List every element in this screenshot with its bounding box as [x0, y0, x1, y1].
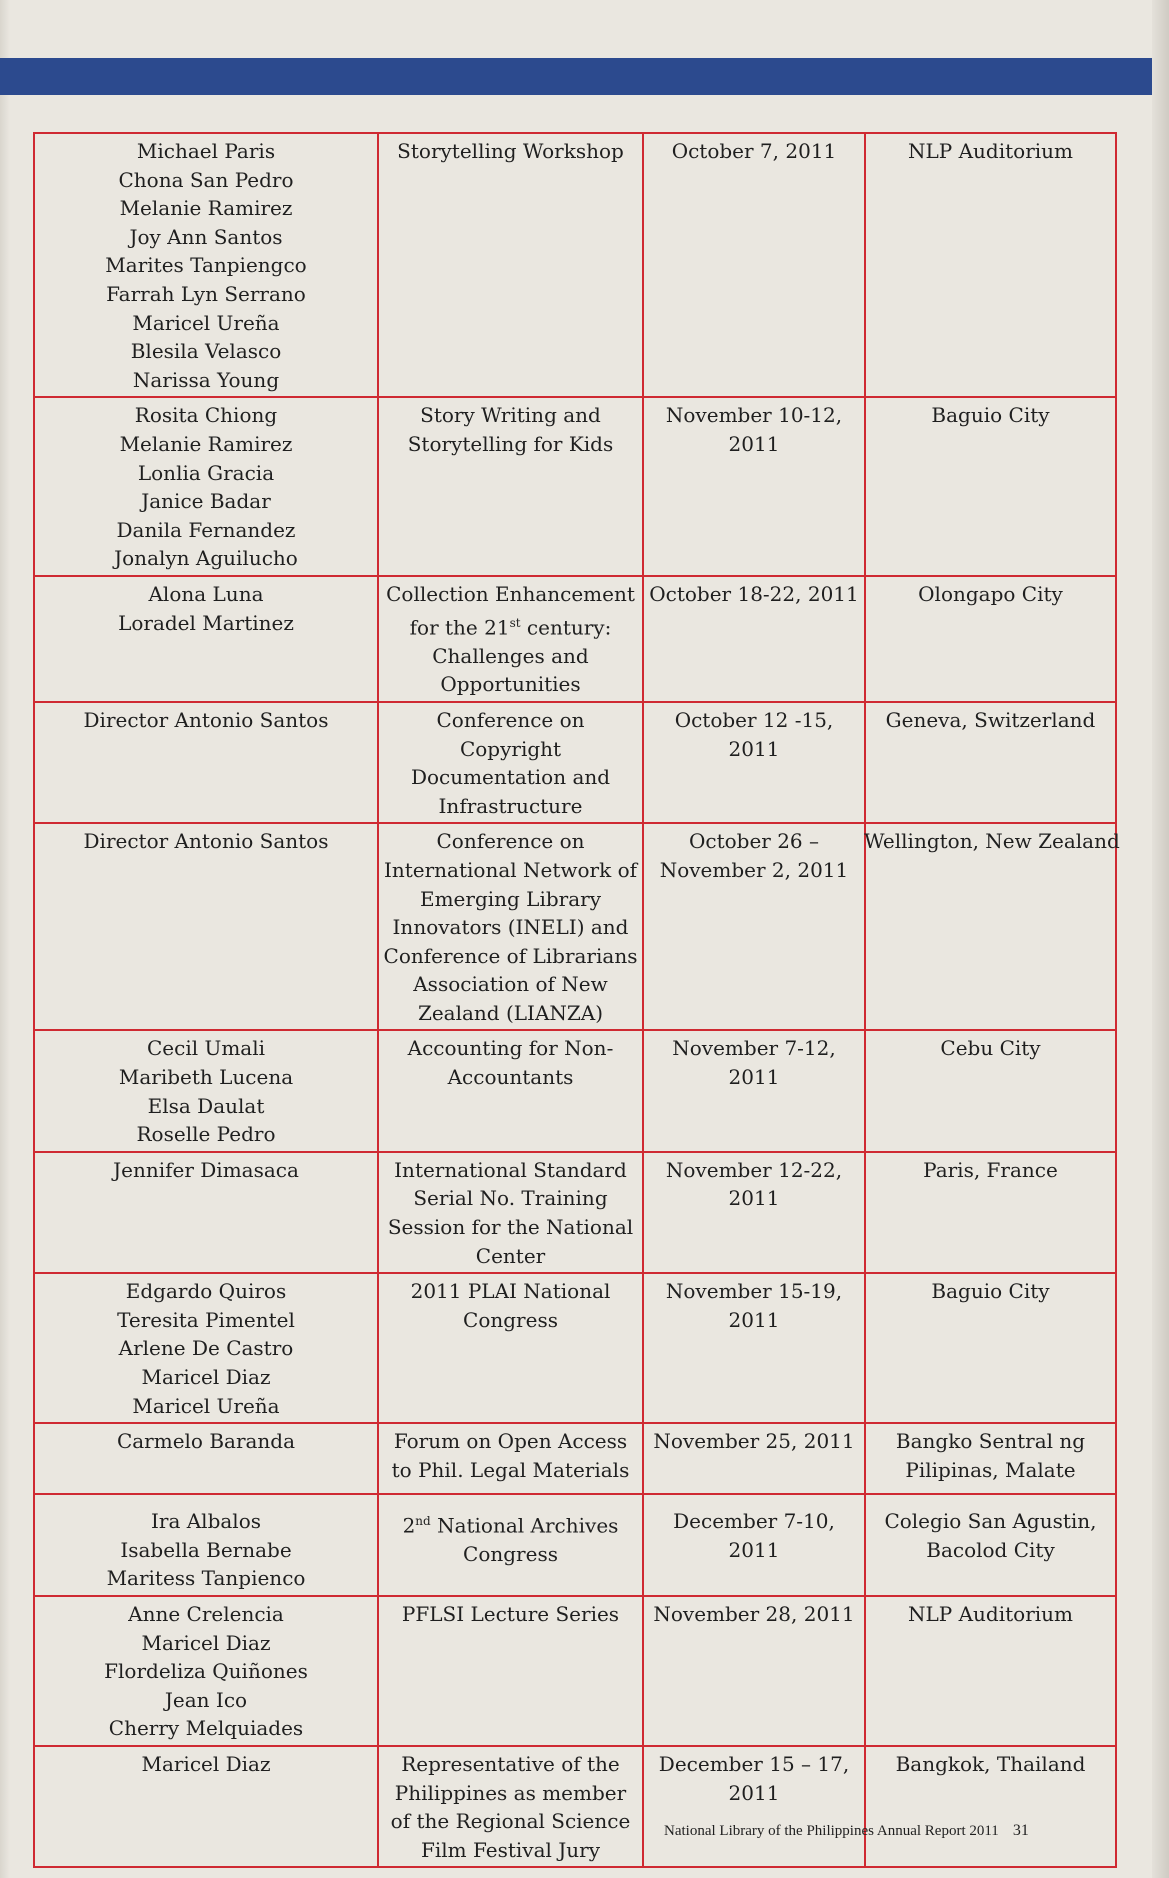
participant-name: Jennifer Dimasaca [113, 1157, 299, 1182]
venue-cell [865, 1030, 1116, 1151]
event-cell [378, 1273, 643, 1423]
event-date: December 7-10, 2011 [673, 1509, 835, 1562]
event-venue: Bangkok, Thailand [895, 1751, 1086, 1776]
event-date: October 12 -15, 2011 [674, 707, 834, 761]
participants-cell [34, 1152, 378, 1273]
event-cell [378, 1596, 643, 1746]
event-venue: Colegio San Agustin, Bacolod City [884, 1509, 1097, 1562]
event-date: October 26 – November 2, 2011 [659, 829, 849, 882]
event-venue: Wellington, New Zealand [864, 829, 1120, 854]
participant-name: Cherry Melquiades [108, 1716, 304, 1741]
date-cell [643, 702, 865, 823]
participants-cell [34, 1423, 378, 1494]
participant-name: Janice Badar [141, 489, 271, 514]
venue-cell [865, 1596, 1116, 1746]
participant-name: Maricel Diaz [141, 1751, 271, 1776]
event-date: December 15 – 17, 2011 [658, 1751, 850, 1805]
venue-cell [864, 823, 1120, 1030]
participant-name: Anne Crelencia [128, 1601, 284, 1626]
venue-cell [865, 1494, 1116, 1596]
event-title: Conference on International Network of Emerging Library Innovators (INELI) and Conference of Librarians Association of New Zealand (LIANZA) [383, 829, 638, 1025]
venue-cell [865, 397, 1116, 576]
date-cell [643, 1423, 865, 1494]
event-title: Conference on Copyright Documentation and Infrastructure [410, 707, 611, 818]
participant-name: Cecil Umali [146, 1036, 266, 1061]
event-title: International Standard Serial No. Training Session for the National Center [387, 1157, 634, 1268]
table-row [34, 397, 1116, 576]
participant-name: Loradel Martinez [118, 610, 294, 635]
date-cell [643, 1746, 865, 1867]
footer-title: National Library of the Philippines Annual Report 2011 [664, 1823, 999, 1839]
participants-cell [34, 823, 378, 1030]
event-venue: Olongapo City [918, 581, 1063, 606]
event-title: Collection Enhancement for the 21st century: Challenges and Opportunities [386, 581, 635, 697]
header-band [0, 58, 1152, 95]
event-title: Story Writing and Storytelling for Kids [407, 403, 614, 456]
table-row [34, 576, 1116, 702]
event-date: October 18-22, 2011 [649, 581, 859, 606]
page-footer [664, 1822, 1029, 1840]
date-cell [643, 1494, 865, 1596]
event-title: Forum on Open Access to Phil. Legal Materials [391, 1429, 630, 1482]
participant-name: Flordeliza Quiñones [104, 1659, 308, 1684]
participants-cell [34, 1596, 378, 1746]
participant-name: Elsa Daulat [147, 1093, 265, 1118]
participant-name: Edgardo Quiros [125, 1279, 287, 1304]
participant-name: Alona Luna [148, 581, 264, 606]
venue-cell [865, 1423, 1116, 1494]
event-venue: Geneva, Switzerland [885, 707, 1096, 732]
venue-cell [865, 1152, 1116, 1273]
event-venue: Bangko Sentral ng Pilipinas, Malate [895, 1429, 1086, 1482]
participant-name: Rosita Chiong [134, 403, 278, 428]
event-cell [378, 1152, 643, 1273]
participant-name: Farrah Lyn Serrano [106, 281, 306, 306]
event-title: 2011 PLAI National Congress [410, 1279, 611, 1332]
date-cell [643, 397, 865, 576]
participant-name: Jean Ico [164, 1687, 248, 1712]
venue-cell [865, 1273, 1116, 1423]
participants-cell [34, 1273, 378, 1423]
participant-name: Director Antonio Santos [83, 707, 329, 732]
participant-name: Michael Paris [136, 139, 276, 163]
participant-name: Isabella Bernabe [120, 1537, 292, 1562]
date-cell [643, 1596, 865, 1746]
event-venue: NLP Auditorium [908, 1601, 1073, 1626]
event-date: November 12-22, 2011 [665, 1157, 843, 1211]
venue-cell [865, 702, 1116, 823]
table-row [34, 702, 1116, 823]
date-cell [643, 1273, 865, 1423]
event-title: Accounting for Non-Accountants [407, 1036, 614, 1090]
venue-cell [865, 576, 1116, 702]
participants-cell [34, 576, 378, 702]
participant-name: Ira Albalos [150, 1509, 261, 1534]
event-title: PFLSI Lecture Series [401, 1601, 620, 1626]
date-cell [643, 823, 865, 1030]
participant-name: Arlene De Castro [118, 1336, 294, 1361]
event-venue: Baguio City [931, 403, 1050, 428]
participant-name: Melanie Ramirez [119, 431, 293, 456]
event-title: Storytelling Workshop [397, 139, 624, 163]
table-row [34, 1273, 1116, 1423]
date-cell [643, 1152, 865, 1273]
event-venue: Baguio City [931, 1279, 1050, 1304]
participants-cell [34, 1030, 378, 1151]
participant-name: Director Antonio Santos [83, 829, 329, 854]
event-cell [378, 1423, 643, 1494]
date-cell [643, 1030, 865, 1151]
event-date: November 25, 2011 [653, 1429, 855, 1454]
events-table [33, 132, 1120, 1868]
participant-name: Danila Fernandez [116, 517, 296, 542]
event-date: November 10-12, 2011 [665, 403, 843, 456]
participant-name: Joy Ann Santos [129, 224, 283, 249]
table-row [34, 823, 1116, 1030]
participants-cell [34, 397, 378, 576]
table-row [34, 133, 1116, 397]
participant-name: Melanie Ramirez [119, 196, 293, 221]
participant-name: Chona San Pedro [118, 167, 294, 192]
event-cell [378, 1030, 643, 1151]
participants-cell [34, 1746, 378, 1867]
participants-cell [34, 1494, 378, 1596]
event-venue: Paris, France [923, 1157, 1058, 1182]
event-cell [378, 823, 643, 1030]
participants-cell [34, 133, 378, 397]
participants-cell [34, 702, 378, 823]
page-number: 31 [1012, 1822, 1029, 1839]
participant-name: Maricel Ureña [132, 1393, 280, 1418]
table-row [34, 1596, 1116, 1746]
participant-name: Jonalyn Aguilucho [114, 546, 298, 571]
page-edge-left [0, 0, 10, 1878]
date-cell [643, 133, 865, 397]
event-cell [378, 133, 643, 397]
venue-cell [865, 1746, 1116, 1867]
participant-name: Blesila Velasco [130, 339, 282, 364]
date-cell [643, 576, 865, 702]
event-title: 2nd National Archives Congress [402, 1513, 619, 1567]
participant-name: Roselle Pedro [136, 1122, 276, 1147]
participant-name: Maritess Tanpienco [106, 1566, 306, 1591]
table-row [34, 1423, 1116, 1494]
table-row [34, 1030, 1116, 1151]
event-venue: Cebu City [940, 1036, 1041, 1061]
participant-name: Maricel Ureña [132, 310, 280, 335]
participant-name: Narissa Young [132, 367, 280, 392]
event-cell [378, 1746, 643, 1867]
page-edge-right [1152, 0, 1169, 1878]
table-row [34, 1746, 1116, 1867]
event-title: Representative of the Philippines as member of the Regional Science Film Festival Jury [390, 1751, 631, 1862]
participant-name: Maribeth Lucena [118, 1065, 294, 1090]
event-date: November 7-12, 2011 [672, 1036, 836, 1090]
event-cell [378, 702, 643, 823]
event-venue: NLP Auditorium [908, 139, 1073, 163]
table-row [34, 1152, 1116, 1273]
event-cell [378, 1494, 643, 1596]
participant-name: Teresita Pimentel [117, 1307, 295, 1332]
participant-name: Maricel Diaz [141, 1365, 271, 1389]
event-cell [378, 576, 643, 702]
participant-name: Lonlia Gracia [137, 460, 275, 485]
table-row [34, 1494, 1116, 1596]
event-date: October 7, 2011 [671, 139, 837, 163]
venue-cell [865, 133, 1116, 397]
event-cell [378, 397, 643, 576]
participant-name: Carmelo Baranda [116, 1429, 296, 1454]
event-date: November 28, 2011 [653, 1601, 855, 1626]
event-date: November 15-19, 2011 [665, 1279, 843, 1332]
participant-name: Marites Tanpiengco [105, 253, 307, 278]
participant-name: Maricel Diaz [141, 1630, 271, 1655]
